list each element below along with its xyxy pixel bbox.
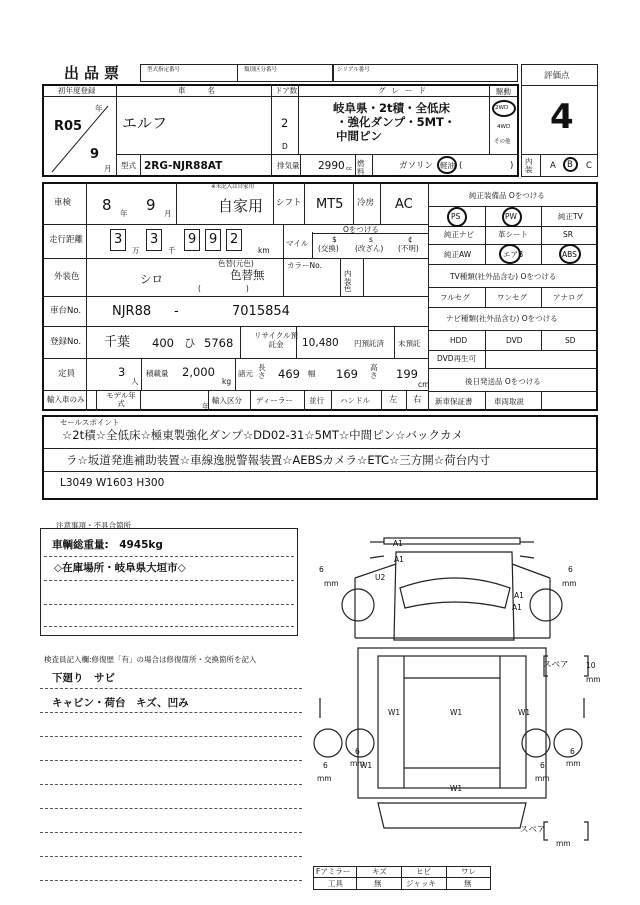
mark-w1-left: W1 (388, 708, 401, 717)
tire-rli-value: 6 (355, 747, 360, 756)
recycle-status: 円預託済 (354, 339, 384, 348)
diagram-windshield (400, 578, 510, 608)
drive-2wd: 2WD (495, 105, 509, 111)
inspection-label: 車検 (54, 198, 72, 208)
sales-label: セールスポイント (60, 418, 120, 427)
sales-line-1: ☆2t積☆全低床☆極東製強化ダンプ☆DD02-31☆5MT☆中間ピン☆バックカメ (62, 428, 463, 442)
chassis-prefix: NJR88 (112, 304, 152, 319)
inspector-label: 検査員記入欄:修復歴「有」の場合は修復箇所・交換箇所を記入 (44, 655, 257, 664)
odo-opt-label-3: (不明) (398, 244, 419, 253)
tire-rli-unit: mm (350, 759, 365, 768)
odo-opt-label-2: (改ざん) (355, 244, 384, 253)
mileage-digit-4: 9 (209, 232, 218, 247)
first-reg-month-unit: 月 (104, 164, 112, 173)
tire-front-right (530, 589, 562, 621)
score-label: 評価点 (544, 71, 570, 81)
navi-hdd: HDD (450, 336, 468, 345)
year-unit-import: 年 (202, 402, 210, 411)
first-reg-year-unit: 年 (95, 104, 103, 113)
mark-w1-right: W1 (518, 708, 531, 717)
length-label: 長さ (258, 363, 266, 380)
capacity-unit: 人 (131, 377, 139, 386)
capacity-value: 3 (118, 365, 126, 379)
mileage-digit-1: 3 (114, 232, 123, 247)
first-reg-label: 初年度登録 (58, 86, 96, 95)
mark-a1-right-1: A1 (514, 591, 524, 600)
capacity-label: 定員 (58, 369, 76, 379)
legend-value-4: 無 (464, 879, 472, 888)
mark-w1-center: W1 (450, 708, 463, 717)
odo-opt-3: ¢ (408, 235, 413, 244)
eq-aw: 純正AW (444, 250, 472, 259)
navi-title: ナビ種類(社外品含む) Oをつける (446, 314, 558, 323)
mark-a1-top: A1 (393, 539, 403, 548)
legend-header-4: ワレ (461, 867, 476, 876)
legend-value-2: 無 (374, 879, 382, 888)
legend-value-3: ジャッキ (406, 879, 436, 888)
odo-opt-label-1: (交換) (318, 244, 339, 253)
tire-rro-unit: mm (566, 759, 581, 768)
mileage-digit-3: 9 (188, 232, 197, 247)
model-label: 型式 (121, 161, 136, 170)
exterior-value: シロ (140, 272, 163, 286)
fuel-gasoline: ガソリン (399, 161, 434, 171)
recycle-label: リサイクル預託金 (254, 331, 298, 349)
displacement-unit: cc (346, 166, 353, 172)
height-label: 高さ (370, 363, 378, 380)
docs-title: 後日発送品 Oをつける (465, 377, 541, 386)
legend-header-3: ヒビ (416, 867, 431, 876)
doors-label: ドア数 (275, 86, 298, 95)
grade-line-1: 岐阜県・2t積・全低床 (333, 101, 450, 115)
tv-analog: アナログ (553, 293, 583, 302)
eq-ps: PS (451, 212, 461, 221)
shift-value: MT5 (316, 197, 344, 212)
eq-airbag: エアB (503, 250, 524, 259)
tire-fl-unit: mm (324, 579, 339, 588)
color-change-value: 色替無 (230, 268, 265, 282)
recycle-unpaid: 未預託 (398, 339, 421, 348)
model-value: 2RG-NJR88AT (144, 160, 223, 172)
shift-label: シフト (276, 198, 302, 208)
spare-value-top: 10 (586, 661, 596, 670)
tv-title: TV種類(社外品含む) Oをつける (450, 272, 557, 281)
navi-sd: SD (565, 336, 576, 345)
height-value: 199 (396, 367, 418, 381)
sales-line-3: L3049 W1603 H300 (60, 477, 165, 489)
fuel-paren-close: ) (510, 161, 514, 171)
recycle-value: 10,480 (302, 337, 339, 349)
docs-manual: 車両取説 (494, 397, 524, 406)
mileage-unit-man: 万 (132, 246, 140, 255)
tire-fl-value: 6 (319, 565, 324, 574)
length-value: 469 (278, 367, 300, 381)
drive-other: その他 (494, 139, 511, 145)
doors-value: 2 (281, 116, 289, 130)
notes-line-2: ◇在庫場所・岐阜県大垣市◇ (54, 562, 186, 574)
tire-front-left (342, 589, 374, 621)
inspection-year: 8 (102, 196, 112, 214)
dims-label: 諸元 (238, 369, 253, 378)
car-name-value: エルフ (122, 114, 168, 132)
tire-rlo-value: 6 (323, 761, 328, 770)
reg-kana: ひ (184, 336, 196, 350)
mileage-label: 走行距離 (49, 235, 84, 245)
spare-unit-bottom: mm (556, 839, 571, 848)
docs-warranty: 新車保証書 (435, 397, 473, 406)
handle-label: ハンドル (340, 396, 370, 405)
model-year-label: モデル年式 (106, 391, 136, 409)
spare-label-top: スペア (543, 660, 569, 670)
import-label: 輸入車のみ (47, 395, 85, 404)
diagram-bed (358, 648, 546, 798)
tv-oneseg: ワンセグ (497, 293, 527, 302)
dealer-label: ディーラー (256, 396, 293, 405)
fuel-label: 燃料 (357, 159, 365, 176)
reg-label: 登録No. (50, 337, 82, 347)
use-note: ※未記入は自家用 (211, 184, 255, 190)
eq-abs: ABS (562, 250, 577, 259)
mark-a1-right-2: A1 (512, 603, 522, 612)
drive-4wd: 4WD (497, 124, 511, 130)
doors-sub: D (282, 142, 288, 151)
grade-label: グレード (378, 86, 432, 95)
mark-a1-cab: A1 (394, 555, 404, 564)
load-label: 積載量 (146, 369, 169, 378)
diagram-cab (394, 552, 514, 640)
navi-dvd: DVD (506, 336, 523, 345)
eq-navi: 純正ナビ (444, 230, 474, 239)
mile-label: マイル (286, 239, 309, 248)
tire-rro-value: 6 (570, 747, 575, 756)
spare-label-bottom: スペア (520, 825, 546, 835)
inspection-month: 9 (146, 196, 156, 214)
mileage-unit-km: km (258, 246, 270, 255)
right-label: 右 (413, 395, 422, 405)
chassis-number: 7015854 (232, 304, 290, 319)
car-name-label: 車名 (178, 86, 237, 95)
ac-value: AC (395, 197, 413, 212)
parallel-label: 並行 (309, 396, 324, 405)
tire-rear-left-outer (314, 729, 342, 757)
inspector-line-2: キャビン・荷台 キズ、凹み (52, 697, 189, 709)
color-no-label: カラーNo. (287, 261, 322, 270)
reg-number: 5768 (204, 336, 234, 350)
inspection-year-unit: 年 (120, 209, 128, 218)
width-label: 幅 (308, 369, 316, 378)
diagram-top-bar (384, 538, 520, 544)
dvd-play-label: DVD再生可 (437, 354, 477, 363)
color-change-label: 色替(元色) (218, 259, 254, 268)
fuel-paren-open: ( (459, 161, 463, 171)
tire-rear-right-outer (554, 729, 582, 757)
width-value: 169 (336, 367, 358, 381)
reg-class: 400 (152, 336, 174, 350)
legend-header-1: Fアミラー (316, 867, 351, 876)
model-cert-label: 型式指定番号 (147, 67, 181, 73)
score-value: 4 (550, 97, 574, 137)
tire-rlo-unit: mm (317, 774, 332, 783)
drive-label: 駆動 (496, 87, 511, 96)
color-paren: ( ) (198, 284, 249, 293)
tv-fullseg: フルセグ (440, 293, 470, 302)
chassis-label: 車台No. (50, 306, 82, 316)
legend-value-1: 工具 (328, 879, 343, 888)
fuel-diesel: 軽油 (440, 161, 455, 170)
grade-line-2: ・強化ダンプ・5MT・ (336, 115, 456, 129)
use-value: 自家用 (218, 197, 264, 215)
interior-grade-label: 内装 (525, 157, 533, 174)
inspection-month-unit: 月 (164, 209, 172, 218)
displacement-value: 2990 (318, 160, 345, 172)
load-unit: kg (222, 377, 232, 386)
mark-w1-rear-left: W1 (360, 761, 373, 770)
mileage-digit-5: 2 (230, 232, 239, 247)
legend-header-2: キズ (372, 867, 387, 876)
inspector-line-1: 下廻り サビ (52, 672, 115, 684)
displacement-label: 排気量 (277, 161, 300, 170)
class-label: 類別区分番号 (244, 67, 278, 73)
grade-line-3: 中間ピン (336, 129, 382, 143)
serial-label: シリアル番号 (337, 67, 370, 73)
eq-tv: 純正TV (558, 212, 583, 221)
tire-rear-left-inner (346, 729, 374, 757)
mileage-unit-sen: 千 (168, 246, 176, 255)
notes-label: 注意事項・不具合箇所 (56, 521, 131, 530)
reg-area: 千葉 (104, 335, 131, 350)
mark-u2: U2 (375, 573, 386, 582)
mark-w1-rear: W1 (450, 784, 463, 793)
sales-line-2: ラ☆坂道発進補助装置☆車線逸脱警報装置☆AEBSカメラ☆ETC☆三方開☆荷台内寸 (66, 453, 491, 467)
interior-color-label: 内装色 (344, 269, 352, 293)
tire-rri-value: 6 (540, 761, 545, 770)
eq-sr: SR (563, 230, 573, 239)
dim-unit: cm (418, 380, 430, 389)
interior-grade-c: C (586, 161, 592, 171)
odometer-note: Oをつける (343, 225, 379, 234)
eq-pw: PW (505, 212, 517, 221)
mileage-digit-2: 3 (150, 232, 159, 247)
tire-fr-value: 6 (568, 565, 573, 574)
load-value: 2,000 (182, 365, 215, 379)
eq-leather: 革シート (498, 230, 528, 239)
equipment-title: 純正装備品 Oをつける (469, 191, 545, 200)
notes-line-1: 車輌総重量: 4945kg (52, 539, 163, 551)
ac-label: 冷房 (357, 198, 375, 208)
interior-grade-b: B (567, 160, 573, 170)
form-title: 出品票 (64, 64, 125, 82)
exterior-label: 外装色 (54, 272, 80, 282)
tire-fr-unit: mm (562, 579, 577, 588)
spare-unit-top: mm (586, 675, 601, 684)
odo-opt-2: s (369, 235, 373, 244)
chassis-dash: - (174, 304, 179, 319)
tire-rri-unit: mm (535, 774, 550, 783)
first-reg-era: R05 (54, 119, 83, 134)
left-label: 左 (389, 395, 398, 405)
interior-grade-a: A (550, 161, 556, 171)
odo-opt-1: $ (332, 235, 337, 244)
first-reg-month: 9 (90, 147, 100, 162)
import-class-label: 輸入区分 (212, 396, 242, 405)
